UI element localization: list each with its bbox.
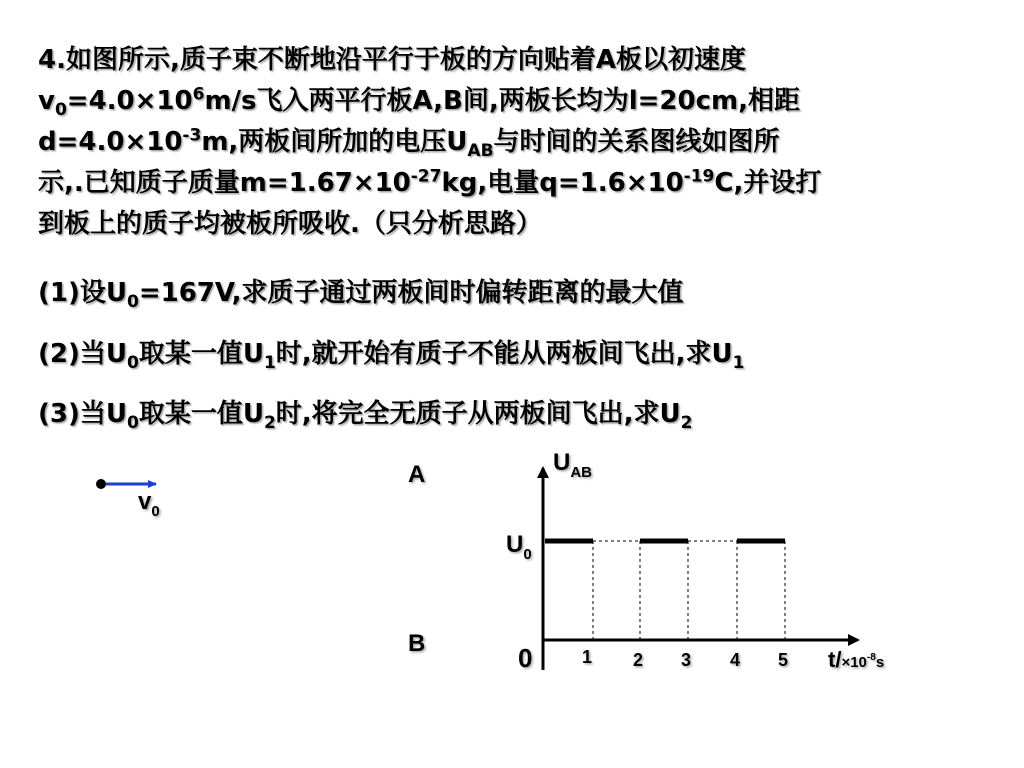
plate-a-label: A [408,461,426,488]
exponent: 6 [192,84,205,105]
subscript: 0 [126,292,139,313]
proton [96,479,106,489]
velocity-symbol: v [38,86,55,116]
question-text: =167V,求质子通过两板间时偏转距离的最大值 [138,278,684,308]
question-text: (3)当U [38,399,127,429]
tick-label: 4 [730,650,741,670]
problem-text: 与时间的关系图线如图所 [493,127,780,157]
subscript: 2 [263,413,276,434]
x-axis-unit: $t/\times 10^{-8}_s$ [828,647,885,672]
u0-level-label: $U_0$ [506,531,532,563]
tick-label: 2 [633,650,644,670]
problem-text: =4.0×10 [66,86,193,116]
plate-b-label: B [408,630,426,657]
problem-text: 如图所示,质子束不断地沿平行于板的方向贴着A板以初速度 [65,45,746,75]
question-text: 时,将完全无质子从两板间飞出,求U [275,399,681,429]
subscript: 2 [680,413,693,434]
problem-text: kg,电量q=1.6×10 [441,168,684,198]
subscript: AB [467,141,494,162]
tick-label: 1 [582,647,593,667]
exponent: -19 [683,166,715,187]
problem-text: d=4.0×10 [38,127,183,157]
exponent: -3 [182,125,202,146]
problem-text: C,并设打 [714,168,822,198]
subscript: 0 [54,100,67,121]
velocity-label: $v_0$ [138,488,160,520]
problem-line-5: 到板上的质子均被板所吸收.（只分析思路） [38,209,542,239]
subscript: 0 [126,353,139,374]
problem-text: m,两板间所加的电压U [201,127,468,157]
exponent: -27 [410,166,442,187]
problem-number: 4. [38,45,66,75]
origin-label: 0 [518,643,533,673]
subscript: 1 [732,353,745,374]
question-text: 取某一值U [138,339,264,369]
question-text: (2)当U [38,339,127,369]
problem-text: 示,.已知质子质量m=1.67×10 [38,168,411,198]
tick-label: 5 [778,650,789,670]
problem-text: m/s飞入两平行板A,B间,两板长均为l=20cm,相距 [204,86,800,116]
question-text: 时,就开始有质子不能从两板间飞出,求U [275,339,733,369]
subscript: 1 [263,353,276,374]
question-text: (1)设U [38,278,127,308]
y-axis-label: $U_{AB}$ [553,449,593,481]
dashed-guides [593,541,785,640]
subscript: 0 [126,413,139,434]
question-text: 取某一值U [138,399,264,429]
tick-label: 3 [681,650,692,670]
